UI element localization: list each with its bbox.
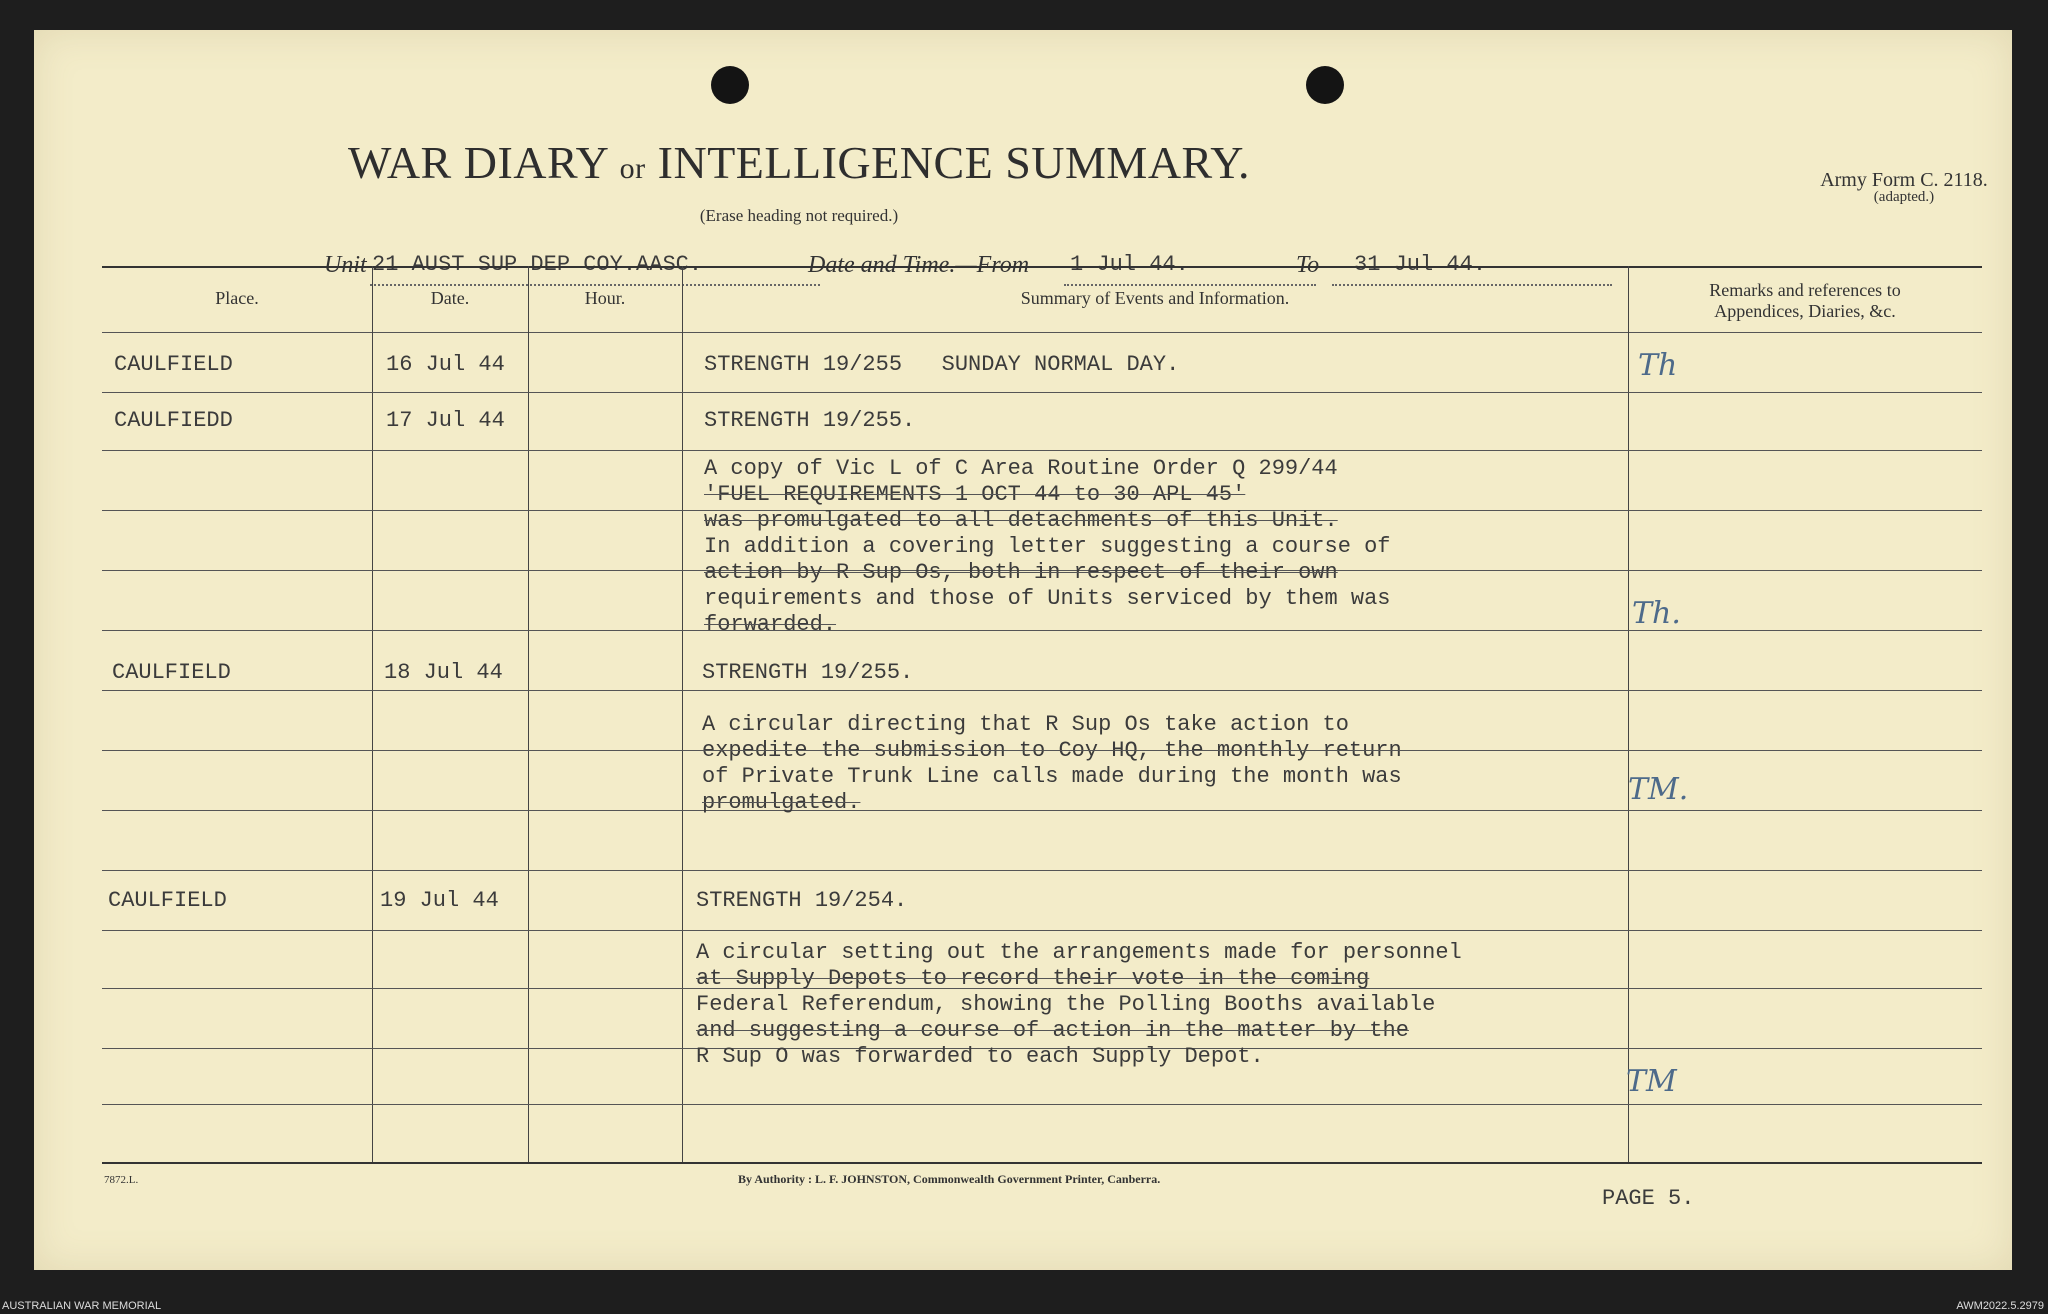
- to-value: 31 Jul 44.: [1354, 252, 1487, 277]
- entry-line: action by R Sup Os, both in respect of their own: [704, 560, 1338, 585]
- entry-date: 17 Jul 44: [386, 408, 505, 433]
- entry-line: requirements and those of Units serviced by them was: [704, 586, 1391, 611]
- entry-line: A circular setting out the arrangements made for personnel: [696, 940, 1462, 965]
- page-title: WAR DIARY or INTELLIGENCE SUMMARY.: [348, 137, 1250, 188]
- entry-line: promulgated.: [702, 790, 861, 815]
- unit-value: 21 AUST SUP DEP COY.AASC.: [372, 252, 703, 277]
- col-divider-hour: [682, 266, 683, 1162]
- entry-line: A circular directing that R Sup Os take action to: [702, 712, 1349, 737]
- col-head-summary: Summary of Events and Information.: [1020, 288, 1290, 308]
- unit-label: Unit: [324, 252, 367, 278]
- punch-hole-left: [711, 66, 749, 104]
- col-head-hour: Hour.: [584, 288, 626, 308]
- col-divider-place: [372, 266, 373, 1162]
- from-value: 1 Jul 44.: [1070, 252, 1189, 277]
- entry-line: 'FUEL REQUIREMENTS 1 OCT 44 to 30 APL 45': [704, 482, 1246, 507]
- entry-date: 16 Jul 44: [386, 352, 505, 377]
- entry-line: STRENGTH 19/255 SUNDAY NORMAL DAY.: [704, 352, 1180, 377]
- row-rule: [102, 392, 1982, 393]
- row-rule: [102, 930, 1982, 931]
- archive-caption-right: AWM2022.5.2979: [1956, 1300, 2044, 1312]
- col-divider-date: [528, 266, 529, 1162]
- entry-place: CAULFIEDD: [114, 408, 233, 433]
- entry-line: was promulgated to all detachments of this Unit.: [704, 508, 1338, 533]
- row-rule: [102, 690, 1982, 691]
- entry-initials: Th: [1638, 348, 1678, 383]
- col-head-remarks: Remarks and references to Appendices, Diaries, &c.: [1709, 280, 1901, 321]
- entry-line: at Supply Depots to record their vote in the coming: [696, 966, 1370, 991]
- row-rule: [102, 1104, 1982, 1105]
- from-dots: [1064, 284, 1316, 286]
- punch-hole-right: [1306, 66, 1344, 104]
- table-head-rule: [102, 332, 1982, 333]
- row-rule: [102, 630, 1982, 631]
- entry-line: In addition a covering letter suggesting a course of: [704, 534, 1391, 559]
- entry-date: 19 Jul 44: [380, 888, 499, 913]
- entry-date: 18 Jul 44: [384, 660, 503, 685]
- entry-line: A copy of Vic L of C Area Routine Order Q 299/44: [704, 456, 1338, 481]
- entry-place: CAULFIELD: [112, 660, 231, 685]
- form-number: Army Form C. 2118. (adapted.): [1820, 169, 1988, 205]
- page-subtitle: (Erase heading not required.): [699, 206, 899, 225]
- entry-initials: Th.: [1632, 596, 1681, 631]
- entry-line: forwarded.: [704, 612, 837, 637]
- table-bottom-rule: [102, 1162, 1982, 1164]
- printer-authority: By Authority : L. F. JOHNSTON, Commonwealth Government Printer, Canberra.: [738, 1172, 1161, 1186]
- entry-line: STRENGTH 19/255.: [704, 408, 916, 433]
- datetime-label: Date and Time.—From: [808, 252, 1030, 278]
- form-code: 7872.L.: [104, 1174, 139, 1186]
- to-dots: [1332, 284, 1612, 286]
- row-rule: [102, 810, 1982, 811]
- entry-place: CAULFIELD: [108, 888, 227, 913]
- row-rule: [102, 450, 1982, 451]
- col-head-place: Place.: [215, 288, 259, 308]
- entry-line: Federal Referendum, showing the Polling Booths available: [696, 992, 1436, 1017]
- entry-line: of Private Trunk Line calls made during the month was: [702, 764, 1402, 789]
- col-divider-summary: [1628, 266, 1629, 1162]
- diary-page: [34, 30, 2012, 1270]
- to-label: To: [1296, 252, 1320, 278]
- entry-initials: TM: [1626, 1064, 1677, 1099]
- entry-line: R Sup O was forwarded to each Supply Depot.: [696, 1044, 1264, 1069]
- entry-place: CAULFIELD: [114, 352, 233, 377]
- col-head-date: Date.: [430, 288, 470, 308]
- entry-line: expedite the submission to Coy HQ, the monthly return: [702, 738, 1402, 763]
- entry-line: and suggesting a course of action in the matter by the: [696, 1018, 1409, 1043]
- table-top-rule: [102, 266, 1982, 268]
- row-rule: [102, 870, 1982, 871]
- archive-caption-left: AUSTRALIAN WAR MEMORIAL: [2, 1300, 162, 1312]
- entry-line: STRENGTH 19/254.: [696, 888, 908, 913]
- entry-initials: TM.: [1628, 772, 1689, 807]
- page-number: PAGE 5.: [1602, 1186, 1695, 1211]
- entry-line: STRENGTH 19/255.: [702, 660, 914, 685]
- unit-dots: [370, 284, 820, 286]
